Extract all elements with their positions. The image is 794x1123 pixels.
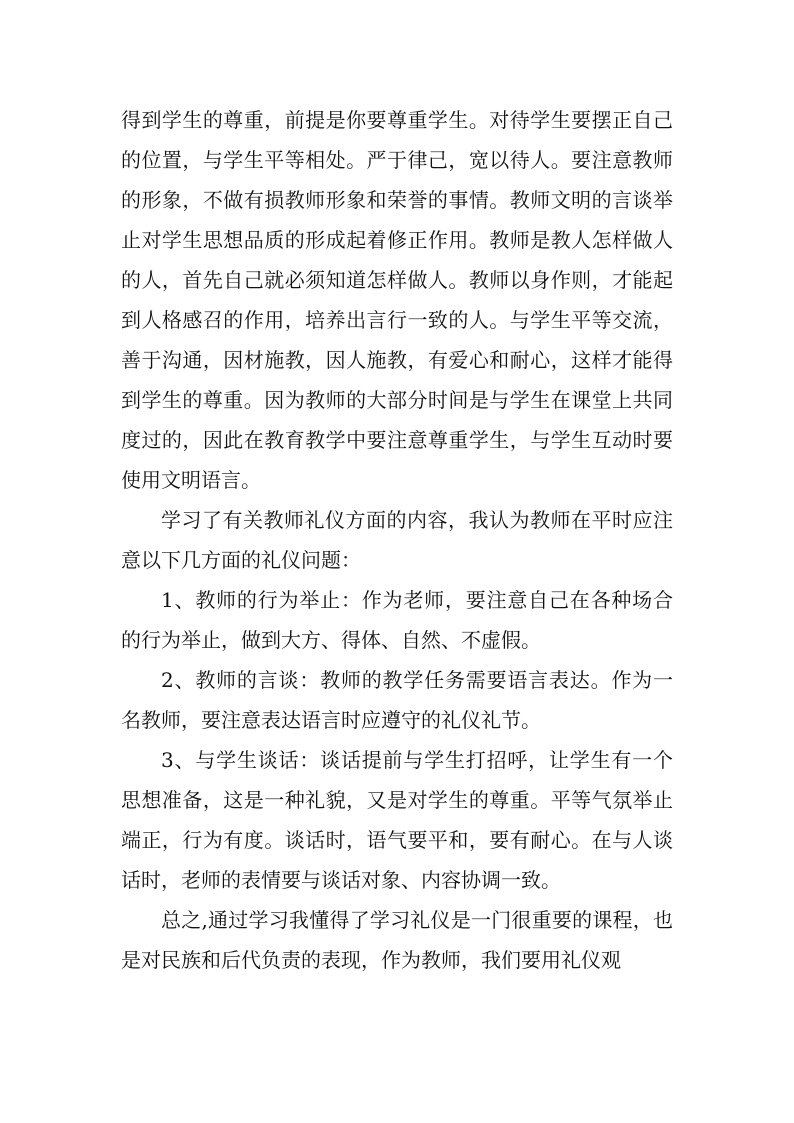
paragraph-item-speech: 2、教师的言谈：教师的教学任务需要语言表达。作为一名教师，要注意表达语言时应遵守的礼仪礼节。	[121, 668, 673, 732]
document-body	[121, 100, 673, 980]
paragraph-etiquette-intro: 学习了有关教师礼仪方面的内容，我认为教师在平时应注意以下几方面的礼仪问题：	[121, 508, 673, 572]
paragraph-item-behavior: 1、教师的行为举止：作为老师，要注意自己在各种场合的行为举止，做到大方、得体、自然、不虚假。	[121, 588, 673, 652]
paragraph-respect-students: 得到学生的尊重，前提是你要尊重学生。对待学生要摆正自己的位置，与学生平等相处。严于律己，宽以待人。要注意教师的形象，不做有损教师形象和荣誉的事情。教师文明的言谈举止对学生思想品质的形成起着修正作用。教师是教人怎样做人的人，首先自己就必须知道怎样做人。教师以身作则，才能起到人格感召的作用，培养出言行一致的人。与学生平等交流，善于沟通，因材施教，因人施教，有爱心和耐心，这样才能得到学生的尊重。因为教师的大部分时间是与学生在课堂上共同度过的，因此在教育教学中要注意尊重学生，与学生互动时要使用文明语言。	[121, 108, 673, 492]
paragraph-conclusion: 总之,通过学习我懂得了学习礼仪是一门很重要的课程，也是对民族和后代负责的表现，作为教师，我们要用礼仪观	[121, 908, 673, 972]
paragraph-item-talking-with-students: 3、与学生谈话：谈话提前与学生打招呼，让学生有一个思想准备，这是一种礼貌，又是对学生的尊重。平等气氛举止端正，行为有度。谈话时，语气要平和，要有耐心。在与人谈话时，老师的表情要与谈话对象、内容协调一致。	[121, 748, 673, 892]
